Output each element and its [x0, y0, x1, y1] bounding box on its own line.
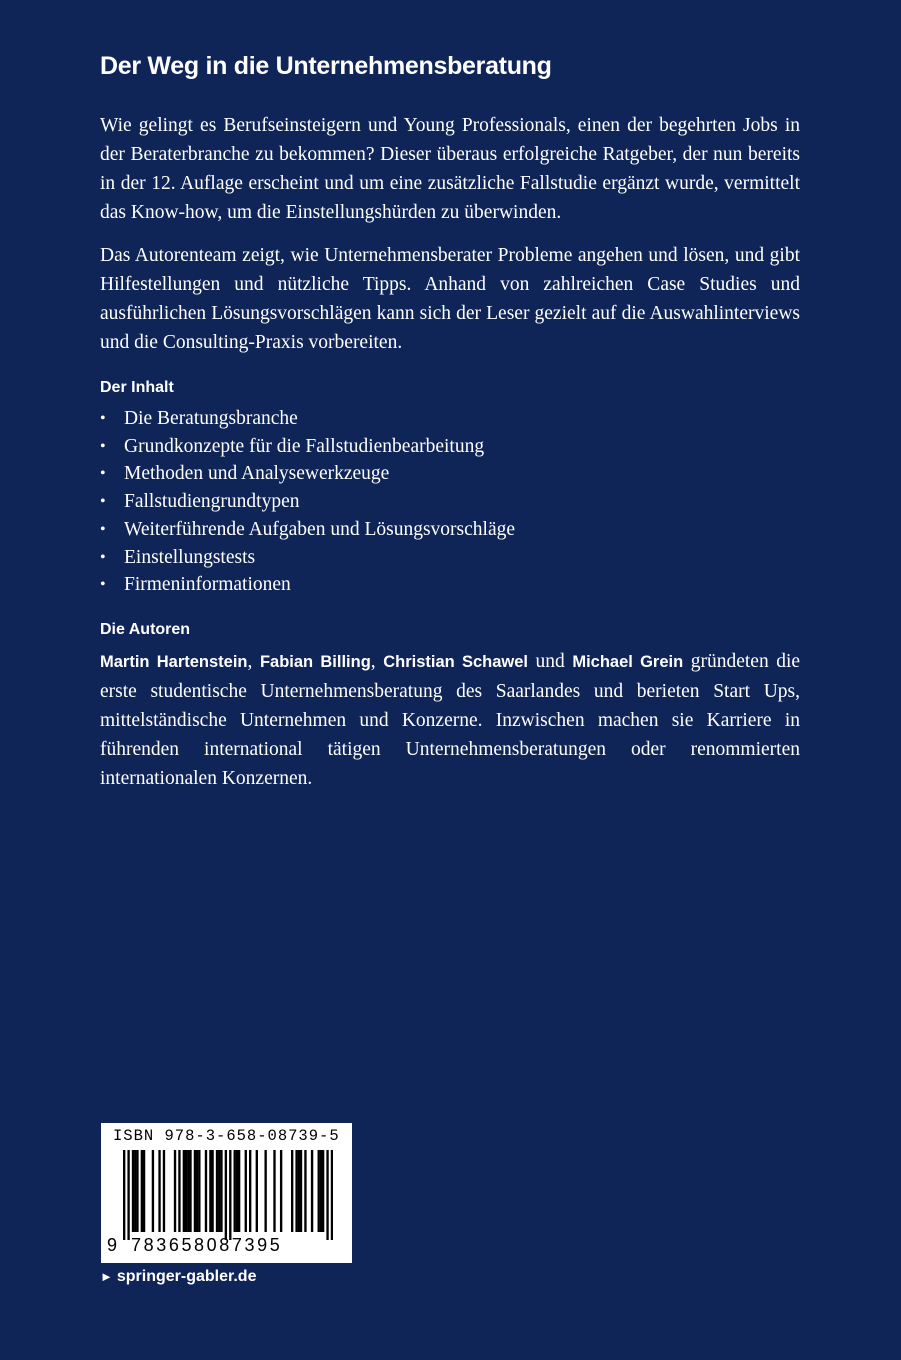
barcode-bar [280, 1150, 282, 1232]
bullet-icon: • [100, 576, 106, 594]
book-title: Der Weg in die Unternehmensberatung [100, 52, 552, 80]
barcode-bars [123, 1150, 333, 1240]
barcode-bar [236, 1150, 238, 1232]
barcode-bar [238, 1150, 240, 1232]
barcode-bar [273, 1150, 275, 1232]
barcode-bar [295, 1150, 297, 1232]
barcode-bar [304, 1150, 306, 1232]
authors-bio: gründeten die erste studentische Unternehmensberatung des Saarlandes und berieten Start Ups, mittelständische Unternehmen und Konzerne. Inzwischen machen sie Karriere in führenden international tätigen Unternehmensberatungen oder renommierten internationalen Konzernen. [100, 650, 801, 789]
barcode-bar [220, 1150, 222, 1232]
barcode-bar [205, 1150, 207, 1232]
intro-paragraph: Wie gelingt es Berufseinsteigern und Young Professionals, einen der begehrten Jobs in der Beraterbranche zu bekommen? Dieser überaus erfolgreiche Ratgeber, der nun bereits in der 12. Auflage erscheint und um eine zusätzliche Fallstudie ergänzt wurde, vermittelt das Know-how, um die Einstellungshürden zu überwinden. [100, 115, 800, 223]
bullet-icon: • [100, 493, 106, 511]
barcode-bar [134, 1150, 136, 1232]
bullet-icon: • [100, 520, 106, 538]
barcode-bar [158, 1150, 160, 1232]
isbn-barcode [101, 1123, 352, 1263]
barcode-bar [300, 1150, 302, 1232]
authors-heading: Die Autoren [100, 620, 191, 638]
author-name: Fabian Billing [259, 652, 371, 671]
barcode-bar [209, 1150, 211, 1232]
barcode-bar [198, 1150, 200, 1232]
barcode-bar [132, 1150, 134, 1232]
barcode-bar [141, 1150, 143, 1232]
barcode-bar [163, 1150, 165, 1232]
arrow-right-icon: ► [100, 1269, 113, 1284]
back-cover-content [100, 52, 800, 807]
barcode-bar [127, 1150, 129, 1240]
barcode-bar [311, 1150, 313, 1232]
contents-list [100, 405, 800, 599]
list-item: • Methoden und Analysewerkzeuge [100, 460, 800, 488]
barcode-bar [216, 1150, 218, 1232]
barcode-bar [322, 1150, 324, 1232]
barcode-bar [194, 1150, 196, 1232]
list-item: • Weiterführende Aufgaben und Lösungsvorschläge [100, 516, 800, 544]
authors-paragraph: Martin Hartenstein, Fabian Billing, Christian Schawel und Michael Grein gründeten die erste studentische Unternehmensberatung des Saarlandes und berieten Start Ups, mittelständische Unternehmen und Konzerne. Inzwischen machen sie Karriere in führenden international tätigen Unternehmensberatungen oder renommierten internationalen Konzernen. [100, 650, 801, 789]
bullet-icon: • [100, 410, 106, 427]
barcode-bar [123, 1150, 125, 1240]
isbn-label: ISBN 978-3-658-08739-5 [113, 1127, 340, 1145]
barcode-bar [331, 1150, 333, 1240]
barcode-bar [245, 1150, 247, 1232]
publisher-url [100, 1268, 256, 1286]
barcode-bar [189, 1150, 191, 1232]
list-item: • Einstellungstests [100, 544, 800, 572]
barcode-bar [264, 1150, 266, 1232]
barcode-bar [187, 1150, 189, 1232]
barcode-bar [196, 1150, 198, 1232]
barcode-bar [320, 1150, 322, 1232]
barcode-bar [185, 1150, 187, 1232]
bullet-icon: • [100, 548, 106, 566]
barcode-bar [178, 1150, 180, 1232]
barcode-bar [249, 1150, 251, 1232]
list-item: • Grundkonzepte für die Fallstudienbearbeitung [100, 433, 800, 461]
barcode-bar [298, 1150, 300, 1232]
ean-digits: 783658087395 [131, 1235, 283, 1255]
barcode-bar [318, 1150, 320, 1232]
barcode-bar [211, 1150, 213, 1232]
url-text: springer-gabler.de [116, 1268, 257, 1285]
author-name: Christian Schawel [383, 652, 528, 671]
barcode-bar [229, 1150, 231, 1240]
bullet-icon: • [100, 465, 106, 483]
barcode-bar [218, 1150, 220, 1232]
barcode-bar [174, 1150, 176, 1232]
barcode-bar [152, 1150, 154, 1232]
barcode-bar [234, 1150, 236, 1232]
list-item: • Firmeninformationen [100, 571, 800, 599]
barcode-bar [136, 1150, 138, 1232]
contents-heading: Der Inhalt [100, 379, 174, 396]
description-paragraph: Das Autorenteam zeigt, wie Unternehmensberater Probleme angehen und lösen, und gibt Hilfestellungen und nützliche Tipps. Anhand von zahlreichen Case Studies und ausführlichen Lösungsvorschlägen kann sich der Leser gezielt auf die Auswahlinterviews und die Consulting-Praxis vorbereiten. [100, 245, 800, 353]
barcode-bar [183, 1150, 185, 1232]
author-name: Michael Grein [572, 652, 684, 671]
list-item: • Fallstudiengrundtypen [100, 488, 800, 516]
barcode-bar [326, 1150, 328, 1240]
author-name: Martin Hartenstein [100, 652, 248, 671]
list-item: • Die Beratungsbranche [100, 405, 800, 433]
bullet-icon: • [100, 437, 106, 455]
ean-first-digit: 9 [107, 1235, 118, 1255]
barcode-bar [256, 1150, 258, 1232]
barcode-bar [291, 1150, 293, 1232]
barcode-bar [143, 1150, 145, 1232]
barcode-bar [225, 1150, 227, 1240]
